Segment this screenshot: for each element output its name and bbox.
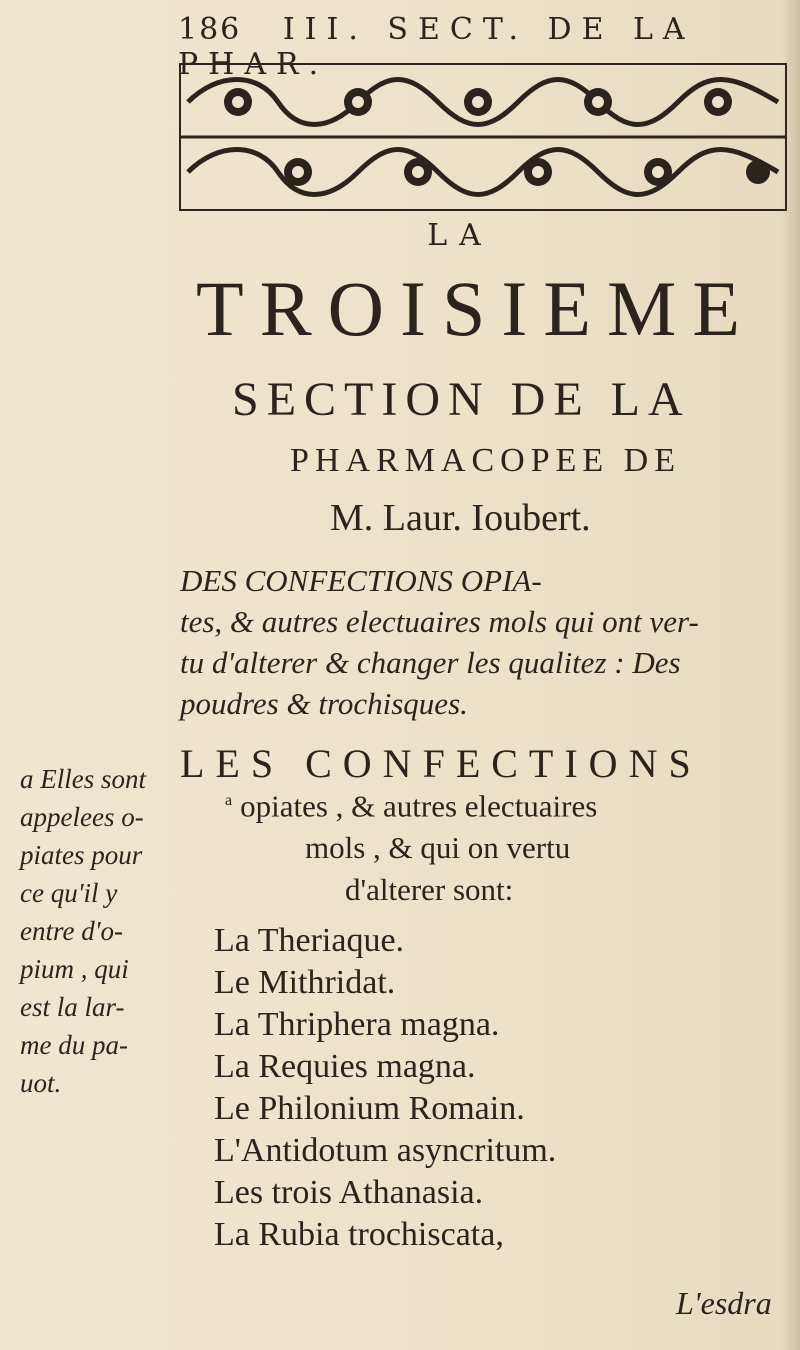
margin-note [20,760,180,1102]
list-item: La Theriaque. [214,922,405,959]
title-pharmacopee-line: PHARMACOPEE DE [290,442,681,479]
page-number: 186 [178,12,242,47]
chapter-subheading [180,560,790,724]
list-item: La Requies magna. [214,1048,476,1085]
title-main: TROISIEME [196,265,756,352]
list-item: L'Antidotum asyncritum. [214,1132,557,1169]
list-item: Le Mithridat. [214,964,396,1001]
margin-note-line: pium , qui [20,954,129,984]
margin-note-line: uot. [20,1068,62,1098]
list-item: La Rubia trochiscata, [214,1216,504,1253]
margin-note-line: entre d'o- [20,916,123,946]
title-article: LA [427,218,493,253]
margin-note-line: me du pa- [20,1030,128,1060]
catchword: L'esdra [676,1285,772,1321]
body-line: d'alterer sont: [345,872,514,908]
list-item: Les trois Athanasia. [214,1174,484,1211]
margin-note-line: ce qu'il y [20,878,118,908]
margin-note-line: piates pour [20,840,143,870]
title-section-line: SECTION DE LA [232,373,691,426]
margin-note-line: a Elles sont [20,764,146,794]
margin-note-line: appelees o- [20,802,144,832]
subheading-line: tu d'alterer & changer les qualitez : Des [180,645,681,680]
list-item: La Thriphera magna. [214,1006,500,1043]
margin-note-line: est la lar- [20,992,125,1022]
page-edge-shadow [782,0,800,1350]
running-title: III. SECT. DE LA PHAR. [178,12,695,82]
list-item: Le Philonium Romain. [214,1090,525,1127]
body-line: mols , & qui on vertu [305,830,571,866]
body-lead-caps: LES CONFECTIONS [180,741,702,786]
subheading-line: DES CONFECTIONS OPIA- [180,563,542,598]
confection-list [214,920,774,1256]
body-paragraph [225,780,785,911]
body-line: $^a$ opiates , & autres electuaires [225,788,598,824]
subheading-line: tes, & autres electuaires mols qui ont ver- [180,604,699,639]
subheading-line: poudres & trochisques. [180,686,468,721]
decorative-headpiece [178,62,788,212]
title-author: M. Laur. Ioubert. [330,497,591,539]
footnote-mark: a [225,792,233,809]
